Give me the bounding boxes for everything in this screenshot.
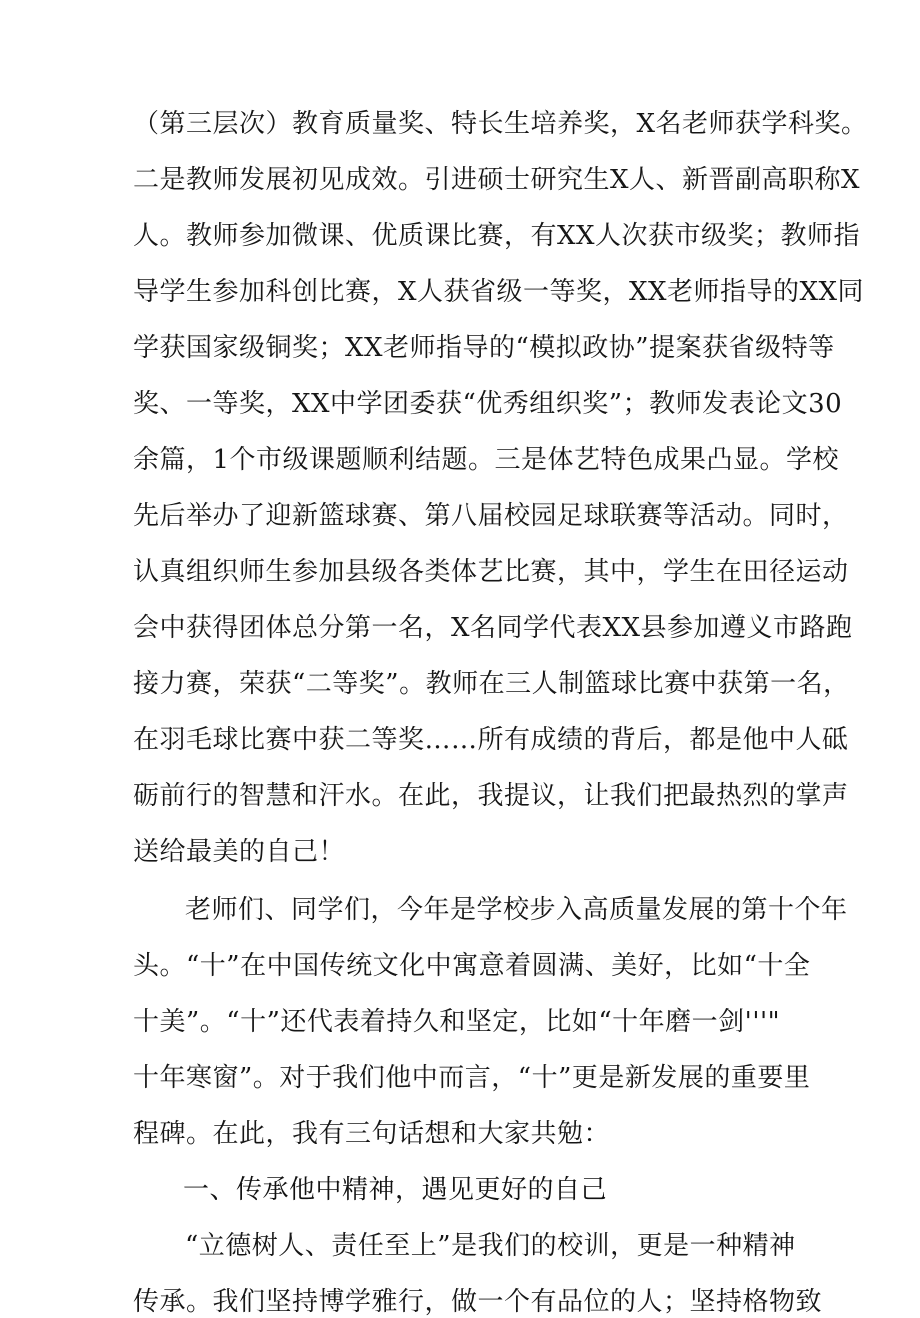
text-line: 头。“十”在中国传统文化中寓意着圆满、美好，比如“十全 <box>133 951 811 981</box>
text-line: 认真组织师生参加县级各类体艺比赛，其中，学生在田径运动 <box>133 557 849 587</box>
text-line: 接力赛，荣获“二等奖”。教师在三人制篮球比赛中获第一名， <box>133 669 850 699</box>
text-line: 学获国家级铜奖；XX老师指导的“模拟政协”提案获省级特等 <box>133 333 835 363</box>
text-line: 程碑。在此，我有三句话想和大家共勉： <box>133 1119 611 1149</box>
section-heading: 一、传承他中精神，遇见更好的自己 <box>183 1175 608 1205</box>
text-line: （第三层次）教育质量奖、特长生培养奖，X名老师获学科奖。 <box>133 109 868 139</box>
text-line: 人。教师参加微课、优质课比赛，有XX人次获市级奖；教师指 <box>133 221 861 251</box>
text-line: 二是教师发展初见成效。引进硕士研究生X人、新晋副高职称X <box>133 165 861 195</box>
text-line: 砺前行的智慧和汗水。在此，我提议，让我们把最热烈的掌声 <box>133 781 849 811</box>
text-line: 会中获得团体总分第一名，X名同学代表XX县参加遵义市路跑 <box>133 613 853 643</box>
text-line: 传承。我们坚持博学雅行，做一个有品位的人；坚持格物致 <box>133 1287 823 1317</box>
text-line: 十年寒窗”。对于我们他中而言，“十”更是新发展的重要里 <box>133 1063 811 1093</box>
text-line: 十美”。“十”还代表着持久和坚定，比如“十年磨一剑'''" <box>133 1007 781 1037</box>
text-line: 余篇，1个市级课题顺利结题。三是体艺特色成果凸显。学校 <box>133 445 840 475</box>
text-line: 先后举办了迎新篮球赛、第八届校园足球联赛等活动。同时， <box>133 501 849 531</box>
text-line: 奖、一等奖，XX中学团委获“优秀组织奖”；教师发表论文30 <box>133 389 843 419</box>
text-line: “立德树人、责任至上”是我们的校训，更是一种精神 <box>185 1231 796 1261</box>
text-line: 送给最美的自己！ <box>133 837 346 867</box>
text-line: 导学生参加科创比赛，X人获省级一等奖，XX老师指导的XX同 <box>133 277 865 307</box>
text-line: 在羽毛球比赛中获二等奖……所有成绩的背后，都是他中人砥 <box>133 725 849 755</box>
text-line: 老师们、同学们，今年是学校步入高质量发展的第十个年 <box>185 895 848 925</box>
